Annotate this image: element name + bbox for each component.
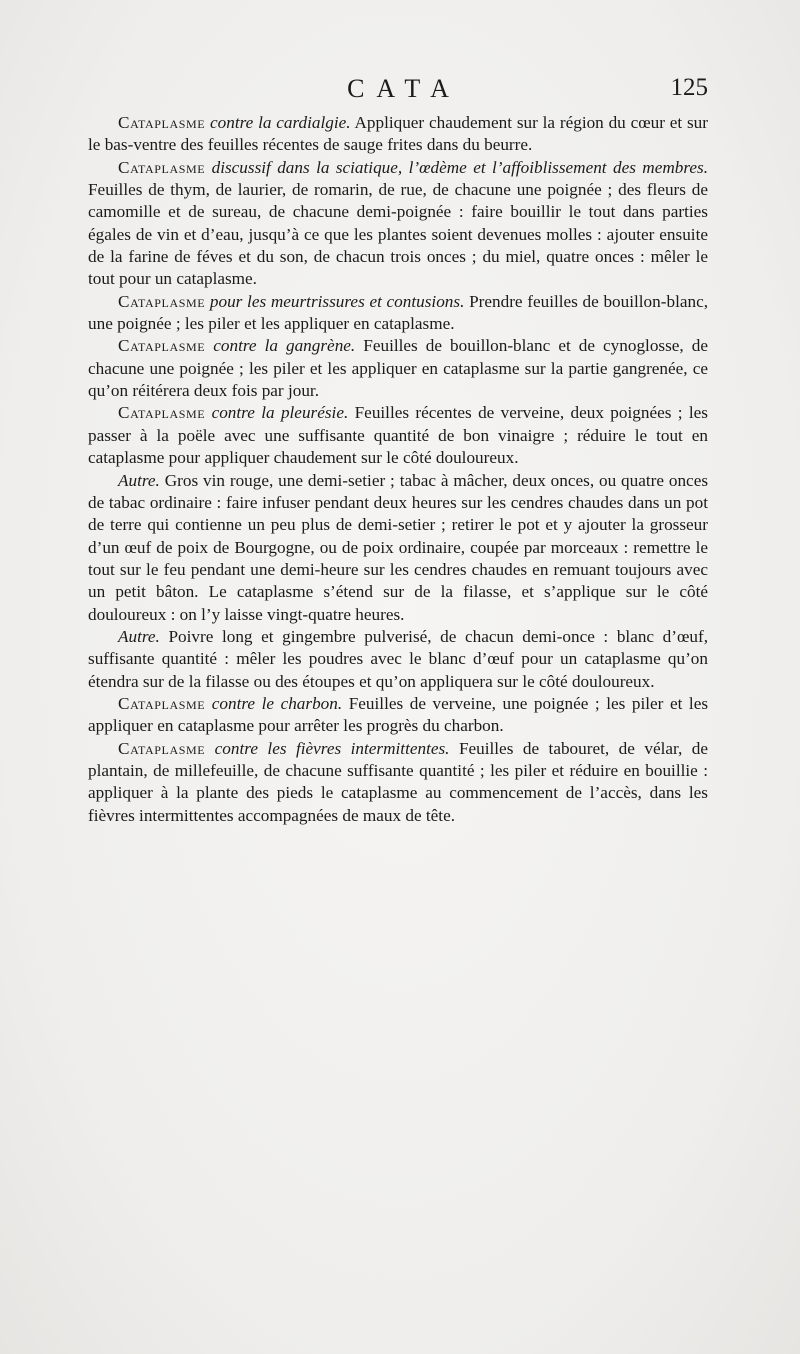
entry-text: Feuilles de thym, de laurier, de romarin, de rue, de chacune une poignée ; des fleurs de camomille et de sureau, de chacune demi-poignée : faire bouillir le tout dans parties égales de vin et d’eau, jusqu’à ce que les plantes soient devenues molles : ajouter ensuite de la farine de féves et du son, de chacun trois onces ; du miel, quatre onces : mêler le tout pour un cataplasme. xyxy=(88,180,708,289)
entry-gangrene xyxy=(88,335,708,402)
entry-subject: Autre. xyxy=(118,470,160,490)
entry-subject: contre la pleurésie. xyxy=(211,403,349,423)
entry-text: Feuilles récentes de verveine, deux poignées ; les passer à la poële avec une suffisante quantité de bon vinaigre ; réduire le tout en cataplasme pour appliquer chaudement sur le côté douloureux. xyxy=(88,403,708,468)
entry-subject: pour les meurtrissures et contusions. xyxy=(209,291,465,311)
entry-pleuresie xyxy=(88,402,708,469)
entry-head: Cataplasme xyxy=(118,403,206,423)
entry-cardialgie xyxy=(88,112,708,157)
entry-head: Cataplasme xyxy=(118,738,206,758)
entry-text: Gros vin rouge, une demi-setier ; tabac à mâcher, deux onces, ou quatre onces de tabac ordinaire : faire infuser pendant deux heures sur les cendres chaudes dans un pot de terre qui contienne un peu plus de demi-setier ; retirer le pot et y ajouter la grosseur d’un œuf de poix de Bourgogne, ou de poix ordinaire, coupée par morceaux : remettre le tout sur le feu pendant une demi-heure sur les cendres chaudes en remuant toujours avec un petit bâton. Le cataplasme s’étend sur de la filasse, et s’applique sur le côté douloureux : on l’y laisse vingt-quatre heures. xyxy=(88,470,709,624)
entry-text: Prendre feuilles de bouillon-blanc, une poignée ; les piler et les appliquer en cataplasme. xyxy=(88,291,708,334)
entry-autre-2 xyxy=(88,626,708,693)
entry-subject: Autre. xyxy=(118,626,160,646)
entry-head: Cataplasme xyxy=(118,157,206,177)
page-header xyxy=(88,72,708,112)
entry-subject: contre le charbon. xyxy=(211,693,343,713)
entry-text: Poivre long et gingembre pulverisé, de chacun demi-once : blanc d’œuf, suffisante quantité : mêler les poudres avec le blanc d’œuf pour un cataplasme qu’on étendra sur de la filasse ou des étoupes et qu’on appliquera sur le côté douloureux. xyxy=(88,626,709,691)
entry-head: Cataplasme xyxy=(118,291,206,311)
entry-charbon xyxy=(88,693,708,738)
page-number: 125 xyxy=(670,74,708,101)
entry-text: Feuilles de tabouret, de vélar, de plantain, de millefeuille, de chacune suffisante quantité ; les piler et réduire en bouillie : appliquer à la plante des pieds le cataplasme au commencement de l’accès, dans les fièvres intermittentes accompagnées de maux de tête. xyxy=(88,738,709,825)
entry-sciatique xyxy=(88,157,708,291)
entry-subject: discussif dans la sciatique, l’œdème et l’affoiblissement des membres. xyxy=(211,157,708,177)
entry-text: Feuilles de verveine, une poignée ; les piler et les appliquer en cataplasme pour arrêter les progrès du charbon. xyxy=(88,693,709,736)
entry-text: Appliquer chaudement sur la région du cœur et sur le bas-ventre des feuilles récentes de sauge frites dans du beurre. xyxy=(88,113,708,155)
entry-subject: contre la gangrène. xyxy=(213,336,356,356)
running-head: CATA xyxy=(347,74,461,103)
entry-text: Feuilles de bouillon-blanc et de cynoglosse, de chacune une poignée ; les piler et les appliquer en cataplasme sur la partie gangrenée, ce qu’on réitérera deux fois par jour. xyxy=(88,336,709,401)
entry-subject: contre la cardialgie. xyxy=(210,113,351,132)
entry-head: Cataplasme xyxy=(118,336,206,356)
entry-meurtrissures xyxy=(88,291,708,336)
entry-head: Cataplasme xyxy=(118,693,206,713)
entry-fievres xyxy=(88,738,708,827)
entry-autre-1 xyxy=(88,470,708,626)
entry-subject: contre les fièvres intermittentes. xyxy=(214,738,450,758)
entry-head: Cataplasme xyxy=(118,113,206,132)
body-text xyxy=(88,112,708,827)
